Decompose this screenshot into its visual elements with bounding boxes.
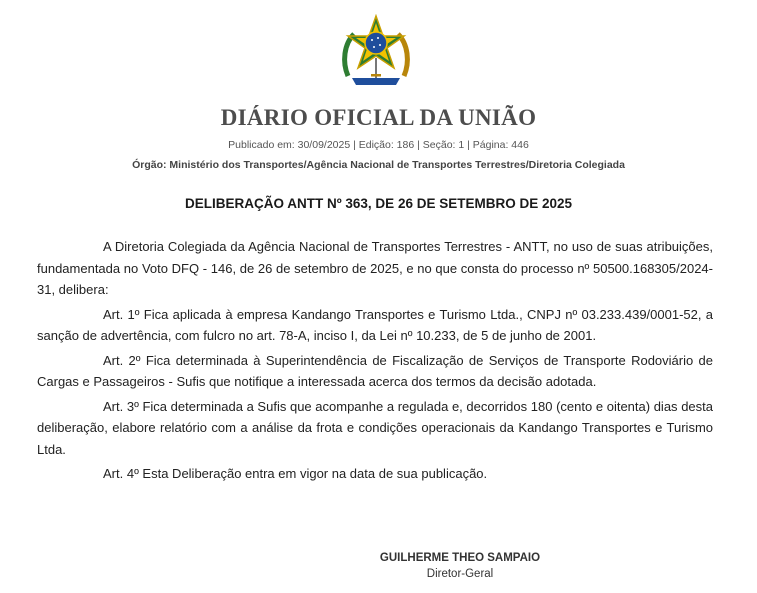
article-4: Art. 4º Esta Deliberação entra em vigor na data de sua publicação. (103, 466, 488, 481)
act-body (37, 236, 713, 488)
orgao-value: Ministério dos Transportes/Agência Nacional de Transportes Terrestres/Diretoria Colegiada (169, 159, 625, 171)
orgao-line (0, 158, 757, 172)
signature-block (320, 550, 600, 582)
article-2: Art. 2º Fica determinada à Superintendência de Fiscalização de Serviços de Transporte Rodoviário de Cargas e Passageiros - Sufis que notifique a interessada acerca dos termos da decisão adotada. (37, 352, 713, 389)
signatory-name: GUILHERME THEO SAMPAIO (379, 552, 541, 564)
preamble-paragraph: A Diretoria Colegiada da Agência Nacional de Transportes Terrestres - ANTT, no uso de suas atribuições, fundamentada no Voto DFQ - 146, de 26 de setembro de 2025, e no que consta do processo nº 50500.168305/2024-31, delibera: (37, 239, 713, 297)
article-1: Art. 1º Fica aplicada à empresa Kandango Transportes e Turismo Ltda., CNPJ nº 03.233.439/0001-52, a sanção de advertência, com fulcro no art. 78-A, inciso I, da Lei nº 10.233, de 5 de junho de 2001. (37, 306, 713, 343)
coat-of-arms-icon (338, 14, 414, 92)
act-title: DELIBERAÇÃO ANTT Nº 363, DE 26 DE SETEMBRO DE 2025 (184, 196, 573, 211)
article-3: Art. 3º Fica determinada a Sufis que acompanhe a regulada e, decorridos 180 (cento e oitenta) dias desta deliberação, elabore relatório com a análise da frota e condições operacionais da Kandango Transportes e Turismo Ltda. (37, 398, 713, 457)
masthead-title: DIÁRIO OFICIAL DA UNIÃO (220, 105, 537, 130)
signatory-role: Diretor-Geral (426, 568, 494, 580)
publication-meta: Publicado em: 30/09/2025 | Edição: 186 | Seção: 1 | Página: 446 (228, 139, 529, 151)
orgao-label: Órgão: (132, 159, 167, 171)
